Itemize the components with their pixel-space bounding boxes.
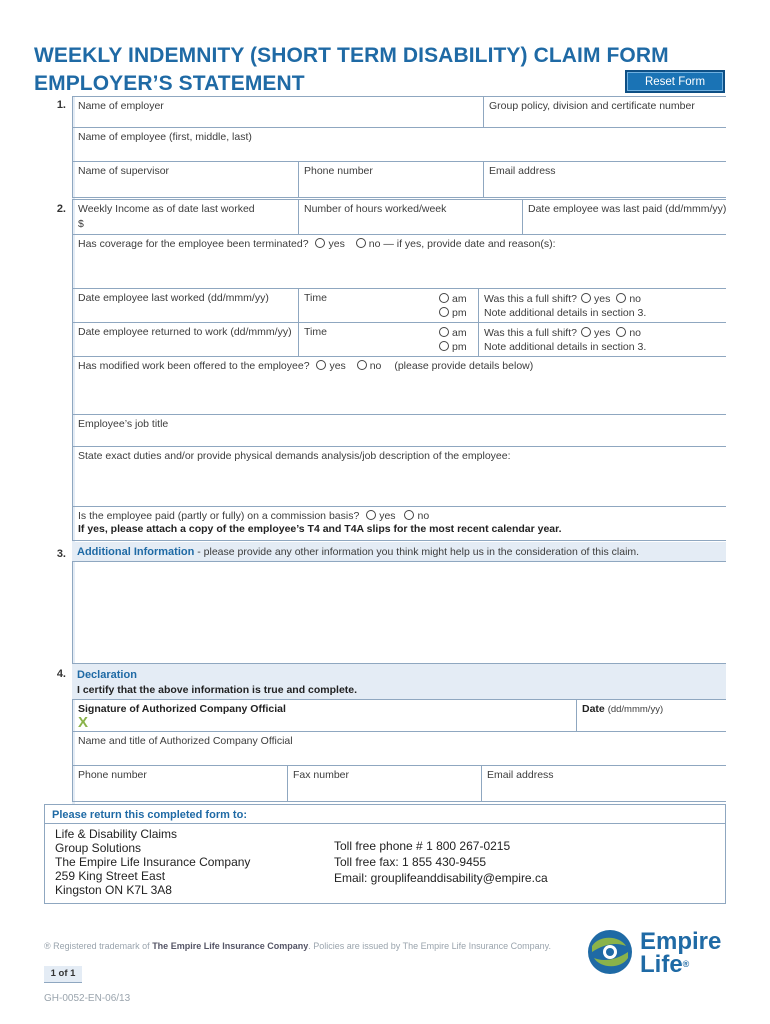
official-fax-field[interactable]	[287, 766, 481, 802]
empire-life-logo-icon	[586, 928, 634, 976]
address-line: Kingston ON K7L 3A8	[55, 883, 172, 897]
group-policy-field[interactable]	[483, 96, 726, 128]
am-label: am	[452, 327, 467, 339]
hours-worked-field[interactable]	[298, 199, 522, 235]
dollar-sign: $	[78, 218, 84, 230]
date-label: Date	[582, 703, 605, 715]
return-email[interactable]: Email: grouplifeanddisability@empire.ca	[334, 871, 548, 885]
form-title-line1: WEEKLY INDEMNITY (SHORT TERM DISABILITY) CLAIM FORM	[34, 44, 669, 67]
return-address	[55, 827, 250, 897]
last-paid-field[interactable]	[522, 199, 726, 235]
additional-info-text: - please provide any other information you think might help us in the consideration of this claim.	[194, 546, 640, 558]
certify-text: I certify that the above information is true and complete.	[77, 684, 358, 696]
returned-time-field[interactable]	[298, 323, 478, 357]
employee-name-field[interactable]	[72, 128, 726, 162]
group-policy-label: Group policy, division and certificate number	[489, 100, 695, 112]
coverage-no-label: no — if yes, provide date and reason(s):	[368, 238, 556, 250]
supervisor-phone-field[interactable]	[298, 162, 483, 198]
coverage-yes-radio[interactable]	[315, 238, 325, 248]
address-line: 259 King Street East	[55, 869, 166, 883]
return-shift-yes-radio[interactable]	[581, 327, 591, 337]
additional-info-heading: Additional Information	[77, 546, 195, 558]
last-shift-no-radio[interactable]	[616, 293, 626, 303]
modified-no-label: no	[369, 360, 382, 372]
shift-yes-label: yes	[593, 327, 611, 339]
employee-name-label: Name of employee (first, middle, last)	[78, 131, 252, 143]
commission-no-label: no	[417, 510, 430, 522]
hours-worked-label: Number of hours worked/week	[304, 203, 447, 215]
official-phone-field[interactable]	[72, 766, 287, 802]
am-label: am	[452, 293, 467, 305]
address-line: Life & Disability Claims	[55, 827, 178, 841]
section-1-number: 1.	[56, 99, 66, 111]
section-3-number: 3.	[56, 548, 66, 560]
supervisor-email-label: Email address	[489, 165, 556, 177]
official-email-label: Email address	[487, 769, 554, 781]
empire-life-logo-text	[640, 930, 721, 976]
return-contacts	[334, 838, 548, 886]
date-format: (dd/mmm/yy)	[607, 704, 664, 715]
employer-name-label: Name of employer	[78, 100, 164, 112]
last-worked-label: Date employee last worked (dd/mmm/yy)	[78, 292, 269, 304]
return-heading: Please return this completed form to:	[45, 805, 725, 824]
supervisor-email-field[interactable]	[483, 162, 726, 198]
coverage-question: Has coverage for the employee been terminated?	[78, 238, 309, 250]
address-line: Group Solutions	[55, 841, 142, 855]
modified-no-radio[interactable]	[357, 360, 367, 370]
section-3-header	[72, 542, 726, 562]
shift-no-label: no	[629, 293, 642, 305]
toll-free-phone: Toll free phone # 1 800 267-0215	[334, 839, 511, 853]
last-worked-pm-radio[interactable]	[439, 307, 449, 317]
supervisor-phone-label: Phone number	[304, 165, 373, 177]
commission-question: Is the employee paid (partly or fully) on a commission basis?	[78, 510, 360, 522]
last-worked-time-field[interactable]	[298, 289, 478, 323]
returned-am-radio[interactable]	[439, 327, 449, 337]
commission-note: If yes, please attach a copy of the employee’s T4 and T4A slips for the most recent calendar year.	[78, 523, 562, 535]
job-title-label: Employee’s job title	[78, 418, 169, 430]
coverage-terminated-field	[72, 235, 726, 289]
note-details-text: Note additional details in section 3.	[484, 341, 647, 353]
commission-no-radio[interactable]	[404, 510, 414, 520]
commission-yes-label: yes	[379, 510, 396, 522]
official-name-title-field[interactable]	[72, 732, 726, 766]
declaration-header	[72, 664, 726, 700]
official-phone-label: Phone number	[78, 769, 147, 781]
trademark-prefix: ® Registered trademark of	[44, 941, 153, 951]
returned-time-label: Time	[304, 326, 327, 338]
modified-yes-radio[interactable]	[316, 360, 326, 370]
commission-yes-radio[interactable]	[366, 510, 376, 520]
full-shift-question: Was this a full shift?	[484, 327, 577, 339]
signature-x-mark: X	[78, 714, 89, 731]
modified-hint: (please provide details below)	[394, 360, 534, 372]
returned-pm-radio[interactable]	[439, 341, 449, 351]
form-title-line2: EMPLOYER’S STATEMENT	[34, 72, 305, 95]
last-worked-time-label: Time	[304, 292, 327, 304]
last-shift-yes-radio[interactable]	[581, 293, 591, 303]
reset-form-button[interactable]: Reset Form	[625, 70, 725, 93]
shift-yes-label: yes	[593, 293, 611, 305]
shift-no-label: no	[629, 327, 642, 339]
form-code: GH-0052-EN-06/13	[44, 993, 131, 1004]
modified-work-question: Has modified work been offered to the employee?	[78, 360, 310, 372]
trademark-suffix: . Policies are issued by The Empire Life Insurance Company.	[308, 941, 552, 951]
trademark-note	[44, 941, 551, 951]
coverage-yes-label: yes	[328, 238, 345, 250]
employer-name-field[interactable]	[72, 96, 483, 128]
commission-field	[72, 507, 726, 541]
duties-field[interactable]	[72, 447, 726, 507]
logo-registered-mark: ®	[682, 959, 690, 969]
page-number: 1 of 1	[44, 966, 82, 983]
section-2-number: 2.	[56, 203, 66, 215]
last-worked-am-radio[interactable]	[439, 293, 449, 303]
additional-info-field[interactable]	[72, 562, 726, 664]
official-name-title-label: Name and title of Authorized Company Official	[78, 735, 293, 747]
official-fax-label: Fax number	[293, 769, 350, 781]
section-4-number: 4.	[56, 668, 66, 680]
form-title	[34, 42, 669, 98]
supervisor-name-label: Name of supervisor	[78, 165, 170, 177]
note-details-text: Note additional details in section 3.	[484, 307, 647, 319]
coverage-no-radio[interactable]	[356, 238, 366, 248]
returned-shift-field	[478, 323, 726, 357]
pm-label: pm	[452, 341, 467, 353]
returned-label: Date employee returned to work (dd/mmm/yy)	[78, 326, 292, 338]
modified-yes-label: yes	[329, 360, 346, 372]
duties-label: State exact duties and/or provide physical demands analysis/job description of the employee:	[78, 450, 511, 462]
signature-field[interactable]	[72, 700, 576, 732]
returned-date-field[interactable]	[72, 323, 298, 357]
pm-label: pm	[452, 307, 467, 319]
toll-free-fax: Toll free fax: 1 855 430-9455	[334, 855, 487, 869]
modified-work-field[interactable]	[72, 357, 726, 415]
signature-label: Signature of Authorized Company Official	[78, 703, 286, 715]
logo-word-life: Life	[640, 951, 683, 978]
full-shift-question: Was this a full shift?	[484, 293, 577, 305]
last-worked-shift-field	[478, 289, 726, 323]
last-worked-date-field[interactable]	[72, 289, 298, 323]
weekly-income-field[interactable]	[72, 199, 298, 235]
trademark-company: The Empire Life Insurance Company	[152, 941, 309, 951]
weekly-income-label: Weekly Income as of date last worked	[78, 203, 255, 215]
official-email-field[interactable]	[481, 766, 726, 802]
declaration-date-field[interactable]	[576, 700, 726, 732]
supervisor-name-field[interactable]	[72, 162, 298, 198]
declaration-heading: Declaration	[77, 669, 137, 681]
last-paid-label: Date employee was last paid (dd/mmm/yy)	[528, 203, 727, 215]
address-line: The Empire Life Insurance Company	[55, 855, 251, 869]
job-title-field[interactable]	[72, 415, 726, 447]
return-shift-no-radio[interactable]	[616, 327, 626, 337]
logo-word-empire: Empire	[640, 928, 722, 955]
